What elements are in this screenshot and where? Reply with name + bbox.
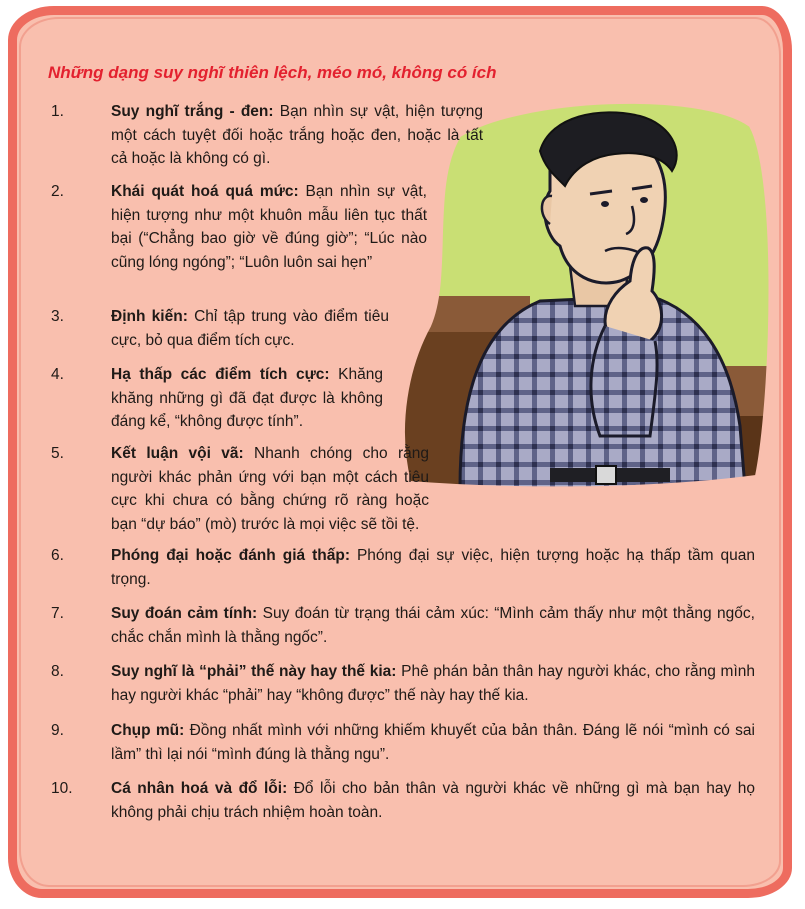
page-title: Những dạng suy nghĩ thiên lệch, méo mó, không có ích <box>48 63 497 82</box>
item-description: Phóng đại sự việc, hiện tượng hoặc hạ thấp tầm quan trọng. <box>111 547 755 588</box>
item-number: 1. <box>51 103 64 120</box>
item-number: 4. <box>51 366 64 383</box>
item-term: Suy nghĩ trắng - đen: <box>111 103 274 120</box>
item-number: 7. <box>51 605 64 622</box>
item-number: 10. <box>51 780 73 797</box>
item-description: Khăng khăng những gì đã đạt được là không đáng kể, “không được tính”. <box>111 366 383 430</box>
item-term: Suy đoán cảm tính: <box>111 605 258 622</box>
item-term: Suy nghĩ là “phải” thế này hay thế kia: <box>111 663 397 680</box>
item-description: Chỉ tập trung vào điểm tiêu cực, bỏ qua điểm tích cực. <box>111 308 389 349</box>
item-description: Nhanh chóng cho rằng người khác phản ứng với bạn một cách tiêu cực khi chưa có bằng chứng rõ ràng hoặc bạn “dự báo” (mò) trước là mọi việc sẽ tồi tệ. <box>111 445 429 533</box>
item-term: Chụp mũ: <box>111 722 185 739</box>
item-term: Phóng đại hoặc đánh giá thấp: <box>111 547 350 564</box>
item-description: Suy đoán từ trạng thái cảm xúc: “Mình cảm thấy như một thằng ngốc, chắc chắn mình là thằng ngốc”. <box>111 605 755 646</box>
item-term: Hạ thấp các điểm tích cực: <box>111 366 330 383</box>
item-number: 5. <box>51 445 64 462</box>
item-number: 9. <box>51 722 64 739</box>
item-number: 8. <box>51 663 64 680</box>
item-description: Phê phán bản thân hay người khác, cho rằng mình hay người khác “phải” hay “không được” thế này hay thế kia. <box>111 663 755 704</box>
item-term: Kết luận vội vã: <box>111 445 244 462</box>
item-term: Cá nhân hoá và đổ lỗi: <box>111 780 288 797</box>
item-description: Bạn nhìn sự vật, hiện tượng một cách tuyệt đối hoặc trắng hoặc đen, hoặc là tất cả hoặc là không có gì. <box>111 103 483 167</box>
item-description: Đồng nhất mình với những khiếm khuyết của bản thân. Đáng lẽ nói “mình có sai lầm” thì lại nói “mình đúng là thằng ngu”. <box>111 722 755 763</box>
item-number: 3. <box>51 308 64 325</box>
item-term: Khái quát hoá quá mức: <box>111 183 299 200</box>
item-number: 6. <box>51 547 64 564</box>
item-number: 2. <box>51 183 64 200</box>
item-description: Bạn nhìn sự vật, hiện tượng như một khuôn mẫu liên tục thất bại (“Chẳng bao giờ về đúng giờ”; “Lúc nào cũng lóng ngóng”; “Luôn luôn sai hẹn” <box>111 183 427 271</box>
item-description: Đổ lỗi cho bản thân và người khác về những gì mà bạn hay họ không phải chịu trách nhiệm hoàn toàn. <box>111 780 755 821</box>
item-term: Định kiến: <box>111 308 188 325</box>
